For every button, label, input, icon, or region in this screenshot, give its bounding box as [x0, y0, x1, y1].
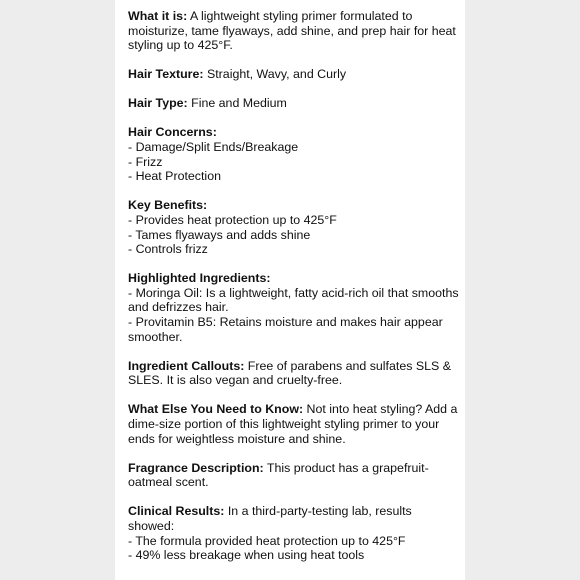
product-details-card: [115, 0, 465, 580]
section-text: Not into heat styling? Add a dime-size portion of this lightweight styling primer to your ends for weightless moisture and shine.: [128, 402, 458, 446]
section-paragraph: [128, 96, 461, 111]
section-paragraph: [128, 461, 461, 490]
section-paragraph: [128, 125, 461, 140]
list-item: - Frizz: [128, 154, 163, 169]
detail-section: [128, 504, 461, 562]
detail-section: [128, 96, 461, 111]
list-item: - 49% less breakage when using heat tools: [128, 548, 365, 563]
section-paragraph: [128, 67, 461, 82]
detail-section: [128, 67, 461, 82]
section-heading: Highlighted Ingredients:: [128, 271, 271, 286]
list-item: - Moringa Oil: Is a lightweight, fatty acid-rich oil that smooths and defrizzes hair.: [128, 285, 459, 315]
detail-section: [128, 461, 461, 490]
section-heading: Hair Type:: [128, 96, 188, 111]
detail-section: [128, 402, 461, 446]
section-heading: Hair Concerns:: [128, 125, 217, 140]
section-heading: What it is:: [128, 9, 188, 23]
list-item: - Provitamin B5: Retains moisture and makes hair appear smoother.: [128, 315, 443, 344]
detail-section: [128, 9, 461, 53]
section-paragraph: [128, 198, 461, 213]
list-item: - The formula provided heat protection up to 425°F: [128, 533, 406, 548]
list-item: - Heat Protection: [128, 169, 221, 184]
list-item: - Tames flyaways and adds shine: [128, 227, 311, 242]
section-text: This product has a grapefruit-oatmeal scent.: [128, 460, 429, 490]
list-item: - Provides heat protection up to 425°F: [128, 212, 337, 227]
section-heading: Key Benefits:: [128, 198, 208, 213]
list-item: - Damage/Split Ends/Breakage: [128, 140, 299, 155]
section-heading: Hair Texture:: [128, 67, 204, 82]
detail-section: [128, 271, 461, 344]
detail-section: [128, 359, 461, 388]
section-paragraph: [128, 9, 461, 53]
section-text: In a third-party-testing lab, results showed:: [128, 504, 412, 533]
section-paragraph: [128, 504, 461, 533]
section-text: Free of parabens and sulfates SLS & SLES. It is also vegan and cruelty-free.: [128, 358, 451, 388]
section-heading: Fragrance Description:: [128, 460, 264, 475]
section-heading: Ingredient Callouts:: [128, 358, 245, 373]
section-paragraph: [128, 359, 461, 388]
section-heading: Clinical Results:: [128, 504, 225, 519]
section-text: A lightweight styling primer formulated to moisturize, tame flyaways, add shine, and prep hair for heat styling up to 425°F.: [128, 9, 456, 53]
section-text: Straight, Wavy, and Curly: [206, 67, 347, 82]
list-item: - Controls frizz: [128, 242, 208, 257]
section-heading: What Else You Need to Know:: [128, 402, 304, 417]
section-paragraph: [128, 271, 461, 286]
section-text: Fine and Medium: [191, 96, 287, 111]
section-paragraph: [128, 402, 461, 446]
product-details-content: [128, 9, 461, 577]
detail-section: [128, 125, 461, 183]
detail-section: [128, 198, 461, 256]
